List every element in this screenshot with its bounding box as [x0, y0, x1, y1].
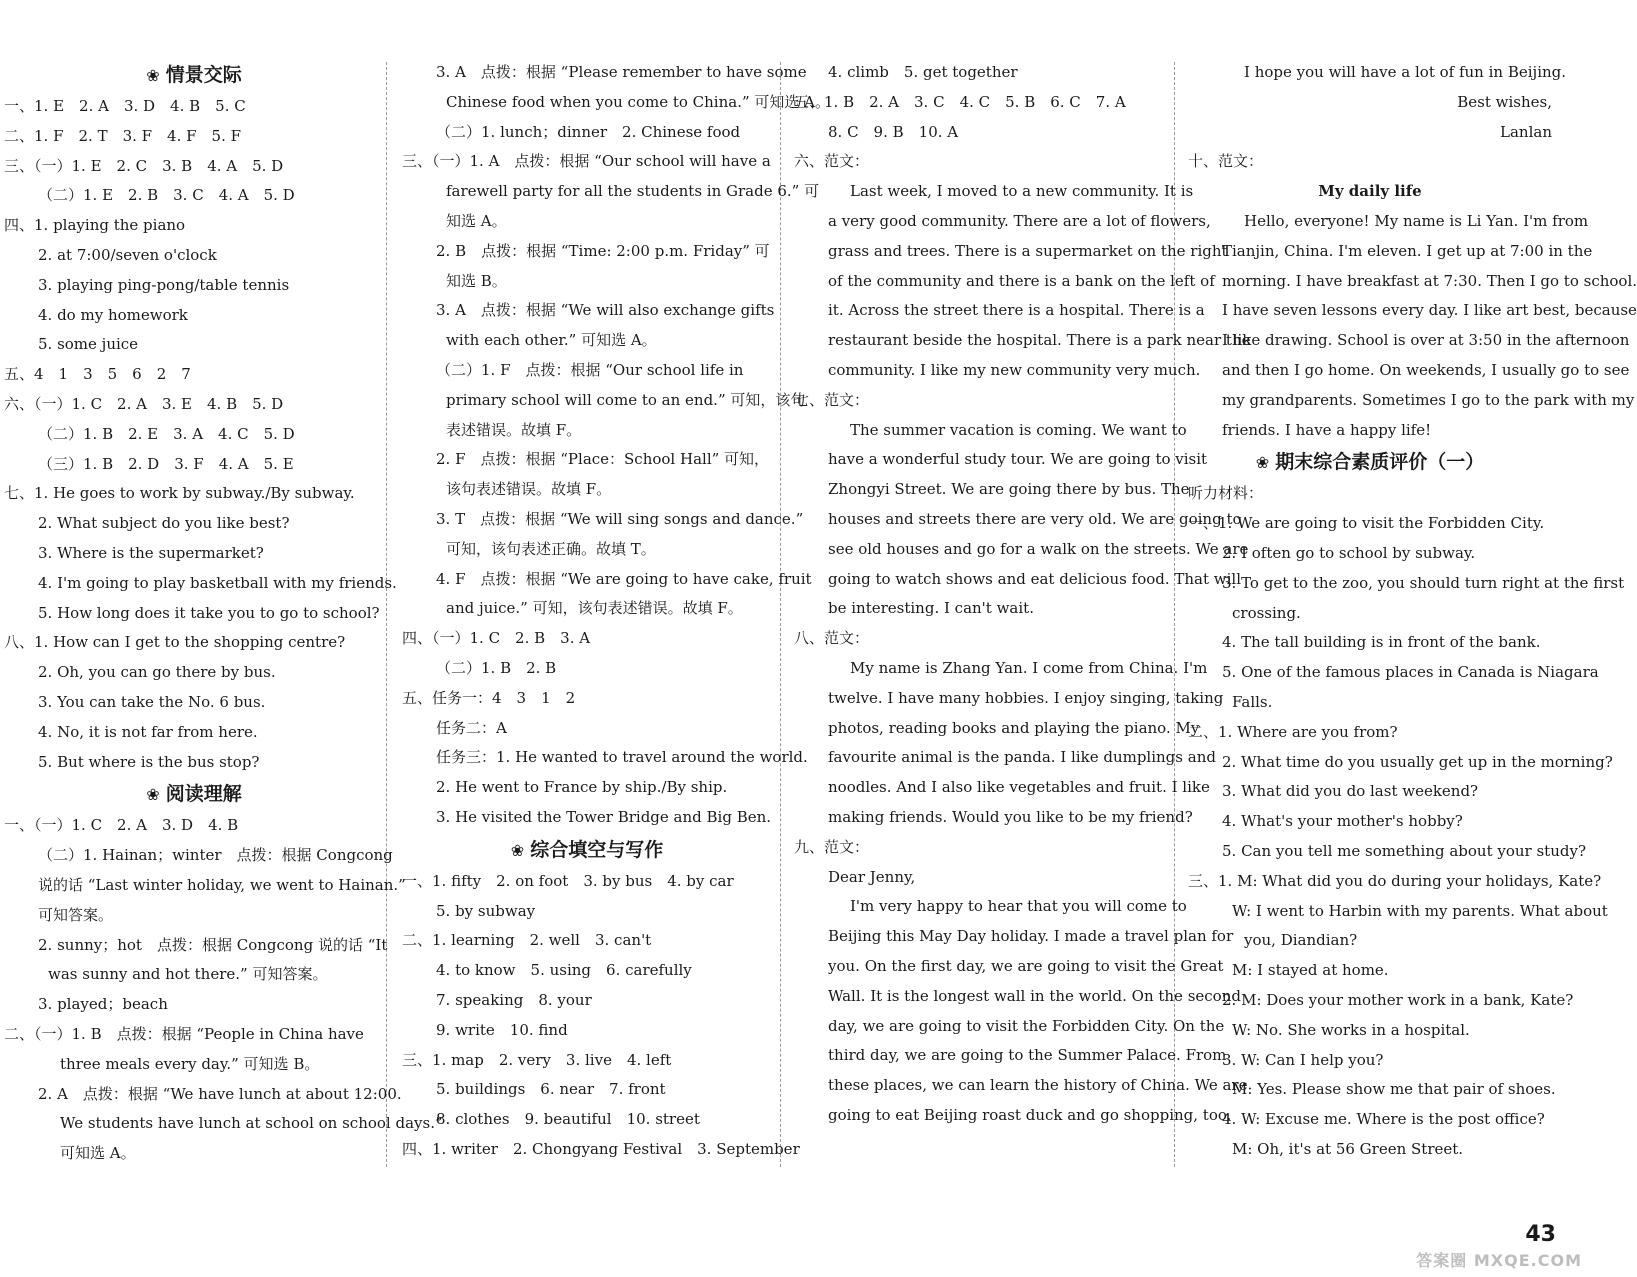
answer-line: 8. clothes 9. beautiful 10. street	[436, 1110, 700, 1129]
answer-line: 六、范文：	[794, 152, 870, 171]
essay-line: restaurant beside the hospital. There is a park near the	[828, 331, 1251, 350]
answer-line: 二、（一）1. B 点拨：根据 “People in China have	[4, 1024, 364, 1043]
essay-title: My daily life	[1318, 182, 1422, 201]
essay-line: have a wonderful study tour. We are going to visit	[828, 450, 1208, 469]
essay-line: My name is Zhang Yan. I come from China. I'm	[850, 658, 1208, 677]
answer-line: 2. at 7:00/seven o'clock	[38, 245, 217, 264]
answer-line: （三）1. B 2. D 3. F 4. A 5. E	[38, 454, 294, 473]
essay-line: Tianjin, China. I'm eleven. I get up at 7:00 in the	[1222, 241, 1593, 260]
answer-line: 七、1. He goes to work by subway./By subway.	[4, 484, 355, 503]
answer-line: 八、1. How can I get to the shopping centre?	[4, 633, 346, 652]
answer-line: 六、（一）1. C 2. A 3. E 4. B 5. D	[4, 394, 284, 413]
essay-line: it. Across the street there is a hospital. There is a	[828, 301, 1205, 320]
answer-line: 3. What did you do last weekend?	[1222, 782, 1479, 801]
answer-line: （二）1. lunch；dinner 2. Chinese food	[436, 122, 741, 141]
answer-line: 2. sunny；hot 点拨：根据 Congcong 说的话 “It	[38, 935, 388, 954]
answer-line: 二、1. F 2. T 3. F 4. F 5. F	[4, 126, 242, 145]
answer-line: 4. climb 5. get together	[828, 63, 1018, 81]
answer-line: 可知选 A。	[60, 1144, 136, 1163]
answer-line: 9. write 10. find	[436, 1020, 568, 1039]
answer-line: 三、（一）1. A 点拨：根据 “Our school will have a	[402, 152, 771, 171]
answer-line: 4. F 点拨：根据 “We are going to have cake, fruit	[436, 569, 812, 588]
essay-line: see old houses and go for a walk on the streets. We are	[828, 539, 1249, 558]
answer-line: 3. You can take the No. 6 bus.	[38, 692, 266, 711]
answer-line: 九、范文：	[794, 837, 870, 856]
answer-line: 3. T 点拨：根据 “We will sing songs and dance.”	[436, 509, 804, 528]
answer-line: 5. by subway	[436, 901, 536, 920]
essay-line: Beijing this May Day holiday. I made a travel plan for	[828, 927, 1234, 946]
answer-line: 一、1. E 2. A 3. D 4. B 5. C	[4, 97, 246, 115]
paw-icon: ❀	[146, 785, 160, 805]
answer-line: 4. W: Excuse me. Where is the post office?	[1222, 1110, 1545, 1129]
answer-line: 4. do my homework	[38, 305, 188, 324]
answer-line: 3. Where is the supermarket?	[38, 543, 264, 562]
essay-line: be interesting. I can't wait.	[828, 599, 1034, 618]
essay-line: I like drawing. School is over at 3:50 in the afternoon	[1222, 331, 1630, 350]
essay-line: noodles. And I also like vegetables and fruit. I like	[828, 778, 1210, 797]
essay-line: I have seven lessons every day. I like art best, because	[1222, 301, 1637, 320]
answer-line: 四、（一）1. C 2. B 3. A	[402, 629, 591, 648]
essay-line: making friends. Would you like to be my friend?	[828, 807, 1193, 826]
answer-line: 4. No, it is not far from here.	[38, 722, 258, 741]
essay-line: morning. I have breakfast at 7:30. Then I go to school.	[1222, 271, 1637, 290]
answer-line: 5. But where is the bus stop?	[38, 752, 260, 771]
answer-line: 四、1. writer 2. Chongyang Festival 3. September	[402, 1139, 800, 1158]
answer-line: 五、任务一：4 3 1 2	[402, 688, 576, 707]
answer-line: 5. buildings 6. near 7. front	[436, 1080, 666, 1099]
section-title: ❀ 期末综合素质评价（一）	[1255, 451, 1485, 474]
section-title: ❀ 情景交际	[146, 64, 242, 86]
answer-line: 2. What subject do you like best?	[38, 514, 290, 533]
section-title: ❀ 综合填空与写作	[510, 838, 664, 861]
essay-line: friends. I have a happy life!	[1222, 420, 1432, 439]
essay-line: community. I like my new community very much.	[828, 360, 1201, 379]
watermark-logo: 答案圈 MXQE.COM	[1416, 1251, 1582, 1270]
answer-line: 听力材料：	[1188, 484, 1264, 503]
answer-line: 四、1. playing the piano	[4, 216, 186, 235]
essay-line: third day, we are going to the Summer Palace. From	[828, 1046, 1227, 1065]
essay-line: Zhongyi Street. We are going there by bus. The	[828, 480, 1190, 499]
answer-line: 4. What's your mother's hobby?	[1222, 812, 1463, 831]
answer-line: 任务三：1. He wanted to travel around the world.	[436, 748, 808, 767]
answer-line: 表述错误。故填 F。	[446, 420, 582, 439]
answer-line: 3. A 点拨：根据 “Please remember to have some	[436, 63, 807, 81]
answer-line: （二）1. B 2. B	[436, 658, 557, 677]
answer-line: 5. One of the famous places in Canada is Niagara	[1222, 663, 1599, 682]
answer-line: （二）1. E 2. B 3. C 4. A 5. D	[38, 186, 295, 205]
answer-line: 3. played；beach	[38, 995, 168, 1014]
essay-line: and then I go home. On weekends, I usually go to see	[1222, 360, 1630, 379]
answer-line: 八、范文：	[794, 629, 870, 648]
answer-line: was sunny and hot there.” 可知答案。	[48, 965, 328, 984]
essay-line: The summer vacation is coming. We want to	[850, 420, 1187, 439]
answer-line: 七、范文：	[794, 390, 870, 409]
answer-line: 3. playing ping-pong/table tennis	[38, 275, 290, 294]
answer-line: 三、（一）1. E 2. C 3. B 4. A 5. D	[4, 156, 284, 175]
answer-line: 说的话 “Last winter holiday, we went to Hainan.”	[38, 875, 406, 894]
answer-line: 3. To get to the zoo, you should turn right at the first	[1222, 573, 1625, 592]
answer-line: 2. F 点拨：根据 “Place：School Hall” 可知，	[436, 450, 770, 469]
essay-line: going to eat Beijing roast duck and go shopping, too.	[828, 1105, 1232, 1124]
answer-line: with each other.” 可知选 A。	[446, 331, 657, 350]
answer-line: 三、1. M: What did you do during your holidays, Kate?	[1188, 871, 1602, 890]
column-2	[402, 58, 831, 1165]
answer-line: Falls.	[1232, 692, 1273, 711]
essay-line: these places, we can learn the history of China. We are	[828, 1076, 1248, 1095]
paw-icon: ❀	[510, 840, 525, 860]
answer-line: three meals every day.” 可知选 B。	[60, 1054, 320, 1073]
answer-line: you, Diandian?	[1244, 931, 1358, 950]
answer-line: 可知，该句表述正确。故填 T。	[446, 539, 656, 558]
essay-line: houses and streets there are very old. We are going to	[828, 509, 1242, 528]
answer-line: We students have lunch at school on school days.”	[60, 1114, 443, 1133]
answer-line: （二）1. B 2. E 3. A 4. C 5. D	[38, 424, 295, 443]
answer-line: 7. speaking 8. your	[436, 990, 592, 1009]
column-divider	[386, 62, 387, 1167]
answer-line: 五、1. B 2. A 3. C 4. C 5. B 6. C 7. A	[794, 92, 1126, 111]
essay-line: photos, reading books and playing the piano. My	[828, 718, 1200, 737]
essay-line: you. On the first day, we are going to visit the Great	[828, 956, 1224, 975]
answer-line: 5. some juice	[38, 335, 139, 354]
essay-line: grass and trees. There is a supermarket on the right	[828, 241, 1228, 260]
essay-line: I hope you will have a lot of fun in Beijing.	[1244, 63, 1567, 81]
answer-line: 二、1. learning 2. well 3. can't	[402, 931, 652, 950]
answer-line: M: I stayed at home.	[1232, 961, 1389, 980]
essay-line: Hello, everyone! My name is Li Yan. I'm from	[1244, 211, 1589, 230]
answer-line: 五、4 1 3 5 6 2 7	[4, 365, 191, 384]
answer-line: 5. Can you tell me something about your study?	[1222, 841, 1586, 860]
answer-line: farewell party for all the students in Grade 6.” 可	[446, 182, 820, 201]
column-divider	[780, 62, 781, 1167]
essay-line: day, we are going to visit the Forbidden City. On the	[828, 1016, 1225, 1035]
essay-line: favourite animal is the panda. I like dumplings and	[828, 748, 1216, 767]
answer-line: 2. What time do you usually get up in the morning?	[1222, 752, 1613, 771]
answer-line: （二）1. Hainan；winter 点拨：根据 Congcong	[38, 846, 393, 865]
answer-line: 3. He visited the Tower Bridge and Big Ben.	[436, 807, 772, 826]
answer-line: 一、1. We are going to visit the Forbidden City.	[1188, 514, 1545, 533]
answer-line: 2. I often go to school by subway.	[1222, 543, 1476, 562]
answer-line: crossing.	[1232, 603, 1301, 622]
answer-line: 4. to know 5. using 6. carefully	[436, 961, 692, 980]
answer-line: 2. Oh, you can go there by bus.	[38, 663, 276, 682]
answer-line: 十、范文：	[1188, 152, 1264, 171]
essay-line: a very good community. There are a lot of flowers,	[828, 211, 1211, 230]
paw-icon: ❀	[146, 66, 160, 85]
essay-line: Wall. It is the longest wall in the world. On the second	[828, 986, 1241, 1005]
answer-line: 3. W: Can I help you?	[1222, 1050, 1384, 1069]
column-1	[4, 58, 443, 1169]
essay-line: of the community and there is a bank on the left of	[828, 271, 1215, 290]
answer-line: 2. A 点拨：根据 “We have lunch at about 12:00.	[38, 1084, 402, 1103]
page-number: 43	[1525, 1222, 1556, 1247]
answer-line: and juice.” 可知，该句表述错误。故填 F。	[446, 599, 743, 618]
answer-line: 二、1. Where are you from?	[1188, 722, 1398, 741]
answer-line: primary school will come to an end.” 可知，该句	[446, 390, 806, 409]
answer-line: M: Yes. Please show me that pair of shoes.	[1232, 1080, 1556, 1099]
answer-line: 知选 B。	[446, 271, 507, 290]
answer-line: 5. How long does it take you to go to school?	[38, 603, 380, 622]
essay-line: Dear Jenny,	[828, 867, 916, 886]
answer-line: Chinese food when you come to China.” 可知选 A。	[446, 92, 831, 111]
essay-line: I'm very happy to hear that you will come to	[850, 897, 1187, 916]
answer-line: 知选 A。	[446, 211, 507, 230]
answer-line: W: No. She works in a hospital.	[1232, 1020, 1470, 1039]
answer-line: 2. B 点拨：根据 “Time: 2:00 p.m. Friday” 可	[436, 241, 770, 260]
column-4	[1188, 58, 1637, 1165]
letter-signature: Lanlan	[1500, 122, 1552, 141]
section-title: ❀ 阅读理解	[146, 783, 242, 806]
answer-line: 2. M: Does your mother work in a bank, Kate?	[1222, 990, 1574, 1009]
answer-line: M: Oh, it's at 56 Green Street.	[1232, 1139, 1464, 1158]
answer-line: （二）1. F 点拨：根据 “Our school life in	[436, 360, 744, 379]
answer-line: 该句表述错误。故填 F。	[446, 480, 612, 499]
answer-line: 三、1. map 2. very 3. live 4. left	[402, 1050, 672, 1069]
essay-line: twelve. I have many hobbies. I enjoy singing, taking	[828, 688, 1224, 707]
answer-line: 一、（一）1. C 2. A 3. D 4. B	[4, 816, 239, 835]
essay-line: Last week, I moved to a new community. It is	[850, 182, 1194, 201]
answer-line: 任务二：A	[436, 718, 507, 737]
essay-line: going to watch shows and eat delicious food. That will	[828, 569, 1242, 588]
answer-line: 4. The tall building is in front of the bank.	[1222, 633, 1541, 652]
answer-line: W: I went to Harbin with my parents. What about	[1232, 901, 1608, 920]
answer-line: 3. A 点拨：根据 “We will also exchange gifts	[436, 301, 775, 320]
essay-line: my grandparents. Sometimes I go to the park with my	[1222, 390, 1635, 409]
answer-line: 一、1. fifty 2. on foot 3. by bus 4. by car	[402, 871, 734, 890]
answer-line: 8. C 9. B 10. A	[828, 122, 959, 141]
answer-line: 可知答案。	[38, 905, 114, 924]
answer-line: 2. He went to France by ship./By ship.	[436, 778, 728, 797]
paw-icon: ❀	[1255, 453, 1270, 473]
letter-closing: Best wishes,	[1457, 92, 1552, 111]
answer-line: 4. I'm going to play basketball with my friends.	[38, 573, 397, 592]
